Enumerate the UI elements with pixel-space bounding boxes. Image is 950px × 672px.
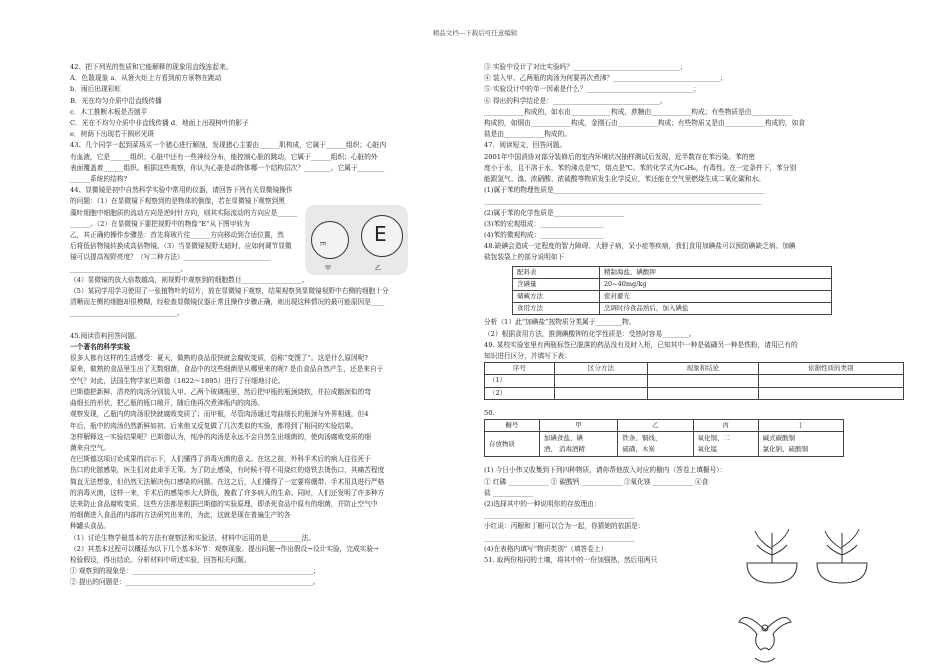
text-line: 的问题：（1）在显微镜下观察到的是物体的倒像，若在显微镜下观察到黑 <box>70 197 285 206</box>
flowerpot-left <box>747 563 797 583</box>
text-line: 怎样解释这一实验结果呢？巴斯德认为，纯净的肉汤是永远不会自然生出细菌的，使肉汤腐败变质的细 <box>70 432 371 441</box>
text-line: 藻叶细胞中细胞质的流动方向是逆时针方向，则其实际流动的方向应是______ <box>70 208 298 217</box>
text-line: 2001年中国消协对部分装修后的室内环境状况抽样测试后发现，近半数存在苯污染。苯的密 <box>484 152 756 161</box>
text-line: ______。（2）在显微镜下要把视野中的物像“E”从下图甲转为 <box>70 219 250 228</box>
text-line: 知识进行区分，并填写下表： <box>484 352 571 361</box>
text-line: ________________________________。 <box>70 309 184 318</box>
field-circle-yi <box>361 215 403 257</box>
text-line: 原来，做熟的食品里生出了无数细菌，食品中的这些细菌是从哪里来的呢? 是由食品自然产生，还是来自于 <box>70 365 384 374</box>
table-cell <box>539 432 617 457</box>
text-line: A．色散现象 a．从箸火炬上方看到前方景物在跳动 <box>70 74 222 83</box>
text-line: 49. 某校实验室里有两瓶标签已脱落的药品没有及时入柜，已知其中一种是硫磺另一种是铁粉，请用已有的 <box>484 340 798 349</box>
table-cell: （2） <box>485 387 555 399</box>
table-row <box>513 266 832 278</box>
cell-line: 氧化铜、二 <box>697 434 731 443</box>
mirror-e-small: E <box>318 241 326 246</box>
text-line: 42、把下列光的性质和它能解释的现象用直线连起来。 <box>70 63 233 71</box>
text-line: 曲细长的形状，把乙瓶的瓶口敞开，随后他再次煮沸瓶内的肉汤。 <box>70 399 264 408</box>
text-line: 度小于水，且不溶于水，苯的沸点是℃，熔点是℃。苯的化学式为C₆H₆，有毒性。在一定条件下，苯分别 <box>484 163 797 172</box>
text-line: 伤口的化脓感染，医生们对此束手无策。为了防止感染，有时候不得不用烧红的烙铁去烫伤口，其痛苦程度 <box>70 466 385 475</box>
text-line: 后将低倍物镜转换成高倍物镜。（3）当显微镜视野太暗时，应如何调节显微 <box>70 242 292 251</box>
text-line: (4)在表格内填写“物质类别”（填答卷上） <box>484 544 608 553</box>
text-line: ⑥ 得出的科学结论是：________________________________。 <box>484 96 667 105</box>
table-cell: （1） <box>485 375 555 387</box>
text-line: （1）讨论生物学最基本的方法有观察法和实验法，材料中运用的是__________法。 <box>70 533 316 542</box>
right-mid-text <box>484 317 908 362</box>
flowerpot-right <box>817 563 867 583</box>
table-header: 甲 <box>539 420 617 432</box>
table-cell: 食用方法 <box>513 303 600 315</box>
text-line: 菌来自空气。 <box>70 443 111 452</box>
text-line: 表面覆盖着______组织。根据这些观察，你认为心脏是动物体哪一个结构层次？________。它属于________ <box>70 163 385 172</box>
table-cell: 密封避光 <box>599 291 831 303</box>
seedling-left <box>755 529 789 563</box>
table-cell <box>693 432 758 457</box>
table-row <box>513 303 832 315</box>
text-line <box>70 320 470 331</box>
text-line: 种罐头食品。 <box>70 522 111 531</box>
text-line: 43、几个同学一起到菜场买一个猪心进行解剖，发现猪心主要由______肌构成，它属于______组织；心脏内 <box>70 141 387 150</box>
table-row <box>513 291 832 303</box>
cell-line: 氯化钠、硫酸铜 <box>762 445 809 454</box>
cell-line: 氧化锰 <box>697 445 718 454</box>
figure-label-jia: 甲 <box>325 265 332 272</box>
text-line: 法来防止食品腐败变质，这些方法都是根据巴斯德的实验原理，即杀死食品中原有的细菌，并防止空气中 <box>70 499 378 508</box>
bird-figure <box>735 600 795 670</box>
text-line: 观察发现，乙瓶内的肉汤很快就腐败变质了；而甲瓶，尽管肉汤通过弯曲细长的瓶颈与外界相通，但4 <box>70 410 369 419</box>
table-row <box>485 375 904 387</box>
text-line: 盐是由____________构成的。 <box>484 130 571 139</box>
text-line: （5）某同学用学习使用了一张植物叶的切片，放在显微镜下观察，结果观察到显微镜视野中右侧的细胞十分 <box>70 287 389 296</box>
left-column <box>70 62 470 589</box>
text-line: 在巴斯德这项讨论成果的启示下，人们懂得了消毒灭菌的意义。在这之前，外科手术后的病人往往死于 <box>70 455 371 464</box>
text-line: 有血液，它是______组织；心脏中还有一些神经分布，能控制心脏的跳动，它属于______组织；心脏的外 <box>70 152 378 161</box>
text-line: _____________________________________________ <box>484 533 635 542</box>
table-cell: 20~40mg/kg <box>599 278 831 290</box>
text-line: (1)属于苯的物理性质是_______________________________________________________________ <box>484 186 765 195</box>
cell-line: 硫磺、木炭 <box>622 445 655 454</box>
text-line: ① 观察到的现象是：______________________________________________________； <box>70 567 320 576</box>
table-cell[interactable] <box>554 387 647 399</box>
text-line: 空气？对此，法国生物学家巴斯德（1822～1895）进行了仔细地讨论。 <box>70 376 285 385</box>
text-line: 45.阅读资料回答问题。 <box>70 331 141 340</box>
text-line: 48.缺碘会造成一定程度的智力障碍、大脖子病，呆小症等疾病，我们食用加碘盐可以预防碘缺乏病。加碘 <box>484 242 796 251</box>
text-line: ④ 装入甲、乙两瓶的肉汤为何要再次煮沸？________________________________； <box>484 74 727 83</box>
table-cell[interactable] <box>648 375 759 387</box>
table-50 <box>484 419 844 457</box>
cell-line: 碱式碳酸铜 <box>762 434 796 443</box>
table-cell[interactable] <box>554 375 647 387</box>
page-header: 精品文档---下载后可任意编辑 <box>432 29 518 37</box>
cell-line: 加碘食盐、碘 <box>543 434 583 443</box>
text-line: (3)苯的宏观组成：___________________ <box>484 219 604 228</box>
text-line: ______系统的结构? <box>70 175 128 184</box>
letter-e-large: E <box>374 222 387 246</box>
right-top-text <box>484 62 908 264</box>
table-row <box>485 387 904 399</box>
table-header: 区分方法 <box>554 363 647 375</box>
text-line: ⑤ 实验设计中的单一因素是什么？________________________________； <box>484 85 701 94</box>
text-line: 的细菌进入食品的内部的方法研究出来的，为此，这就是现在普遍生产的各 <box>70 511 291 520</box>
text-line: c．木工推断木板是否刨平 <box>70 107 148 116</box>
text-line: 的消毒灭菌，这样一来，手术后的感染率大大降低，挽救了许多病人的生命。同时，人们还发明了许多种方 <box>70 488 385 497</box>
text-line: 简直无法想象，但仍然无法解决伤口感染的问题。在这之后，人们懂得了一定要将绷带、手术用具进行严格 <box>70 477 385 486</box>
text-line: 构成的，如铜由____________构成，金刚石由____________构成；有些物质又是由____________构成的，如食 <box>484 119 805 128</box>
field-circle-jia <box>311 221 349 259</box>
text-line: _____________________________________________ <box>484 511 635 520</box>
right-end-text <box>484 465 744 566</box>
text-line: 51. 取两份相同的土壤，将其中的一份加强热，然后用两只 <box>484 555 658 564</box>
table-cell: 精制海盐、碘酸钾 <box>599 266 831 278</box>
text-line: C．光在不均匀介质中非直线传播 d．地面上出现树叶的影子 <box>70 119 249 128</box>
table-row-label: 存放物质 <box>485 432 540 457</box>
text-line: (1) 今日小伟又收集到下列四种物质，请你帮他放入对应的橱内（答卷上填橱号）： <box>484 466 727 475</box>
table-header: 橱号 <box>485 420 540 432</box>
text-line: 一个著名的科学实验 <box>70 343 131 352</box>
text-line: ② 提出的问题是：________________________________________________________。 <box>70 578 320 587</box>
text-line: 巴斯德把新鲜、清亮的肉汤分别装入甲、乙两个玻璃瓶里，然后把甲瓶的瓶颈烧软，并拉成鹅颈似的弯 <box>70 387 371 396</box>
text-line: ① 红磷 ____________ ② 碳酸钙 ____________ ③氧化镁 ____________ ④食 <box>484 477 709 486</box>
text-line: 很多人都有这样的生活感受：夏天，做熟的食品很快就会腐败变质，俗称“变馊了”。这是什么原因呢? <box>70 354 368 363</box>
text-line: 年后，瓶中的肉汤仍然新鲜如初。后来他又反复做了几次类似的实验，都得到了相同的实验结果。 <box>70 421 358 430</box>
text-line: 小红说：丙橱和丁橱可以合为一起，你猜她的依据是： <box>484 522 645 531</box>
table-cell: 储藏方法 <box>513 291 600 303</box>
table-header: 乙 <box>618 420 693 432</box>
table-cell[interactable] <box>758 375 903 387</box>
text-line: 能跟氢气、溴、浓硝酸、浓硫酸等物质发生化学反应，苯还能在空气里燃烧生成二氧化碳和水。 <box>484 175 765 184</box>
text-line: 盐包装袋上的部分说明如下 <box>484 253 565 262</box>
text-line: 检验假设，得出结论。分析材料中所述实验，回答相关问题。 <box>70 555 251 564</box>
table-cell <box>618 432 693 457</box>
text-line: _________________________________。 <box>70 264 188 273</box>
text-line: （4）显微镜的放大倍数越高，则视野中观察到的细胞数目__________________。 <box>70 275 309 284</box>
right-column <box>484 62 908 566</box>
text-line: （2）其基本过程可以概括为以下几个基本环节：观察现象、提出问题→作出假设→设计实验，完成实验→ <box>70 544 379 553</box>
text-line: ___________________________________________________________________________________ <box>484 197 762 206</box>
text-line: (2)属于苯的化学性质是_____________________ <box>484 208 624 217</box>
text-line: ③ 实验中设计了对比实验吗？________________________________； <box>484 63 687 71</box>
table-49 <box>484 362 904 400</box>
table-cell[interactable] <box>648 387 759 399</box>
text-line: 47．阅读短文，回答问题。 <box>484 141 567 150</box>
text-line: e．树荫下出现若干圆形光斑 <box>70 130 155 139</box>
table-cell: 配料表 <box>513 266 600 278</box>
text-line: 清晰而左侧的细胞却很模糊，经检查显微镜仪器正常且操作步骤正确，则出现这种情况的最可能原因是____ <box>70 298 385 307</box>
figure-label-yi: 乙 <box>375 265 382 272</box>
seedling-right <box>825 529 859 563</box>
table-cell: 含碘量 <box>513 278 600 290</box>
text-line: B．光在均匀介质中沿直线传播 <box>70 96 162 105</box>
text-line: 镜可以提高视野亮度？（写二种方法）__________________________ <box>70 253 271 262</box>
text-line: 44、显微镜是初中自然科学实验中常用的仪器，请回答下列有关显微镜操作 <box>70 186 293 195</box>
text-line: b．雨后出现彩虹 <box>70 85 122 94</box>
text-line: （2）根据食用方法，推测碘酸钾的化学性质是：受热时容易________。 <box>484 329 696 338</box>
text-line: 盐 ____________ <box>484 488 533 497</box>
text-line: (2)选择其中的一种说明你的存放理由： <box>484 499 601 508</box>
iodine-label-table <box>512 266 832 316</box>
text-line: 分析（1）此“加碘盐”按物质分类属于________物。 <box>484 318 636 327</box>
table-header: 序号 <box>485 363 555 375</box>
table-header: 现象和结论 <box>648 363 759 375</box>
table-cell[interactable] <box>758 387 903 399</box>
table-header: 丙 <box>693 420 758 432</box>
table-cell <box>758 432 843 457</box>
plant-experiment-figure <box>737 525 887 587</box>
text-line: (4)苯的微观构成：___________________ <box>484 231 604 240</box>
table-header: 依据性质的类别 <box>758 363 903 375</box>
text-line: 乙，其正确的操作步骤是：首先将玻片往______方向移动到合适位置，然 <box>70 231 284 240</box>
text-line: ____________构成的，如水由____________构成，蔗糖由____________构成；有些物质是由____________ <box>484 107 792 116</box>
table-header: 丁 <box>758 420 843 432</box>
cell-line: 酒、 消毒酒精 <box>543 445 585 454</box>
table-row <box>513 278 832 290</box>
question-50-label: 50. <box>484 408 495 417</box>
microscope-figure <box>305 205 408 275</box>
cell-line: 铁条、铜线、 <box>622 434 662 443</box>
table-cell: 烹调时待食品熟后，加入碘盐 <box>599 303 831 315</box>
